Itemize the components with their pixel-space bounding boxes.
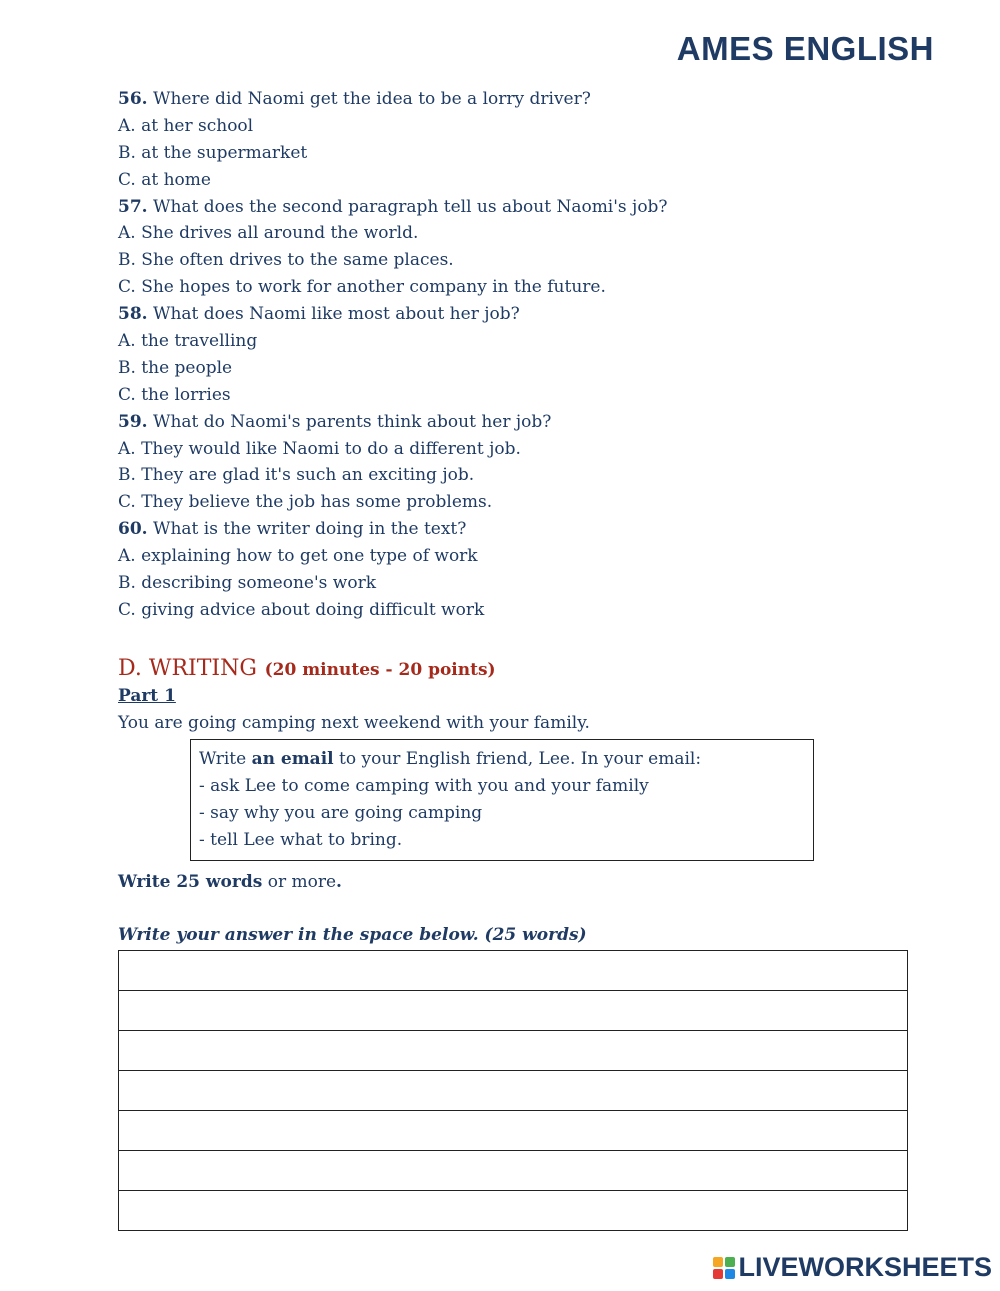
answer-option: B. describing someone's work [118,573,377,594]
task-bullet: - say why you are going camping [199,802,483,823]
answer-option: B. They are glad it's such an exciting job. [118,465,475,486]
question-text: What is the writer doing in the text? [152,519,467,540]
answer-option: A. at her school [118,115,254,136]
question-text: Where did Naomi get the idea to be a lorry driver? [152,89,591,109]
question-stem [118,516,918,543]
liveworksheets-logo [713,1252,992,1283]
logo-square [725,1257,735,1267]
answer-option: B. She often drives to the same places. [118,250,454,271]
logo-square [725,1269,735,1279]
question-number: 59. [118,411,148,432]
answer-line[interactable] [119,1110,907,1150]
task-intro: You are going camping next weekend with your family. [118,712,590,733]
logo-square [713,1269,723,1279]
answer-option: C. at home [118,169,211,190]
task-lead-start: Write [199,748,247,769]
section-title: D. WRITING [118,655,257,681]
task-lead-bold: an email [251,748,334,769]
question-number: 58. [118,304,148,325]
answer-line[interactable] [119,1070,907,1110]
answer-option: C. She hopes to work for another company in the future. [118,277,606,298]
brand-title: AMES ENGLISH [676,30,934,67]
task-lead-end: to your English friend, Lee. In your email: [339,748,702,769]
question-text: What does the second paragraph tell us about Naomi's job? [152,196,668,217]
task-bullet: - ask Lee to come camping with you and your family [199,775,649,796]
question-text: What does Naomi like most about her job? [152,304,520,325]
answer-line[interactable] [119,990,907,1030]
word-count-bold: Write 25 words [118,871,263,892]
question-stem [118,86,918,113]
section-subtitle: (20 minutes - 20 points) [264,659,496,680]
task-box [190,739,814,861]
answer-line[interactable] [119,1190,907,1230]
logo-text: LIVEWORKSHEETS [738,1252,992,1282]
answer-option: B. at the supermarket [118,142,308,163]
question-stem [118,409,918,436]
answer-option: C. giving advice about doing difficult work [118,599,485,620]
question-text: What do Naomi's parents think about her job? [152,411,552,432]
word-count-instruction [118,869,918,896]
answer-option: B. the people [118,357,233,378]
question-number: 57. [118,196,148,217]
answer-line[interactable] [119,1150,907,1190]
question-list [118,86,918,624]
answer-line[interactable] [119,951,907,990]
task-lead [199,746,805,773]
answer-option: C. They believe the job has some problems. [118,492,493,513]
question-number: 60. [118,519,148,540]
worksheet-content [118,86,918,1231]
answer-box [118,950,908,1231]
part-heading: Part 1 [118,685,176,706]
answer-option: A. She drives all around the world. [118,223,419,244]
answer-option: A. They would like Naomi to do a different job. [118,438,521,459]
question-stem [118,194,918,221]
answer-option: C. the lorries [118,384,231,405]
word-count-period: . [336,871,342,892]
answer-label: Write your answer in the space below. (25 words) [118,924,587,945]
task-bullet: - tell Lee what to bring. [199,829,403,850]
logo-square [713,1257,723,1267]
logo-icon [713,1257,735,1279]
answer-option: A. the travelling [118,331,258,352]
question-stem [118,301,918,328]
question-number: 56. [118,89,148,109]
word-count-rest: or more [267,871,337,892]
answer-line[interactable] [119,1030,907,1070]
section-heading [118,653,918,683]
answer-option: A. explaining how to get one type of work [118,546,478,567]
